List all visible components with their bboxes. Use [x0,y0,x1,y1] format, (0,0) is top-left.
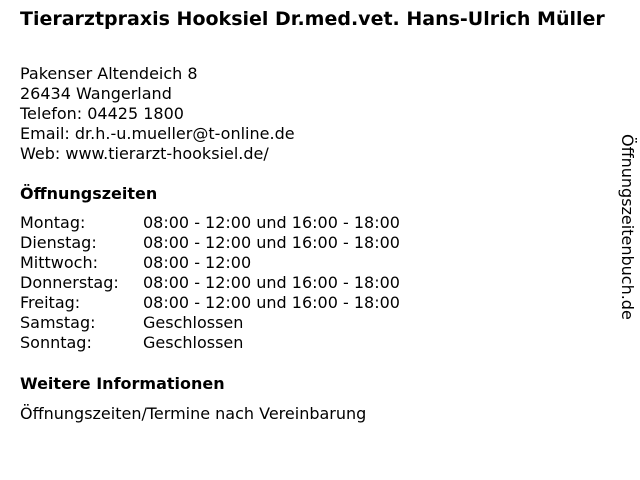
day-label: Mittwoch: [20,253,98,272]
time-value: 08:00 - 12:00 [143,253,252,272]
time-value: 08:00 - 12:00 und 16:00 - 18:00 [143,213,400,232]
watermark-label: Öffnungszeitenbuch.de [618,134,637,320]
city: 26434 Wangerland [20,84,172,103]
time-value: 08:00 - 12:00 und 16:00 - 18:00 [143,293,400,312]
day-label: Sonntag: [20,333,92,352]
time-value: Geschlossen [143,313,244,332]
email-address: Email: dr.h.-u.mueller@t-online.de [20,124,295,143]
info-text: Öffnungszeiten/Termine nach Vereinbarung [20,404,367,423]
time-value: 08:00 - 12:00 und 16:00 - 18:00 [143,273,400,292]
street-address: Pakenser Altendeich 8 [20,64,198,83]
website: Web: www.tierarzt-hooksiel.de/ [20,144,269,163]
info-heading: Weitere Informationen [20,374,225,393]
time-value: Geschlossen [143,333,244,352]
time-value: 08:00 - 12:00 und 16:00 - 18:00 [143,233,400,252]
phone-number: Telefon: 04425 1800 [20,104,184,123]
day-label: Freitag: [20,293,81,312]
page-title: Tierarztpraxis Hooksiel Dr.med.vet. Hans-Ulrich Müller [20,8,605,30]
hours-heading: Öffnungszeiten [20,184,158,203]
day-label: Donnerstag: [20,273,119,292]
day-label: Dienstag: [20,233,97,252]
address-block [20,64,295,164]
day-label: Montag: [20,213,86,232]
day-label: Samstag: [20,313,96,332]
